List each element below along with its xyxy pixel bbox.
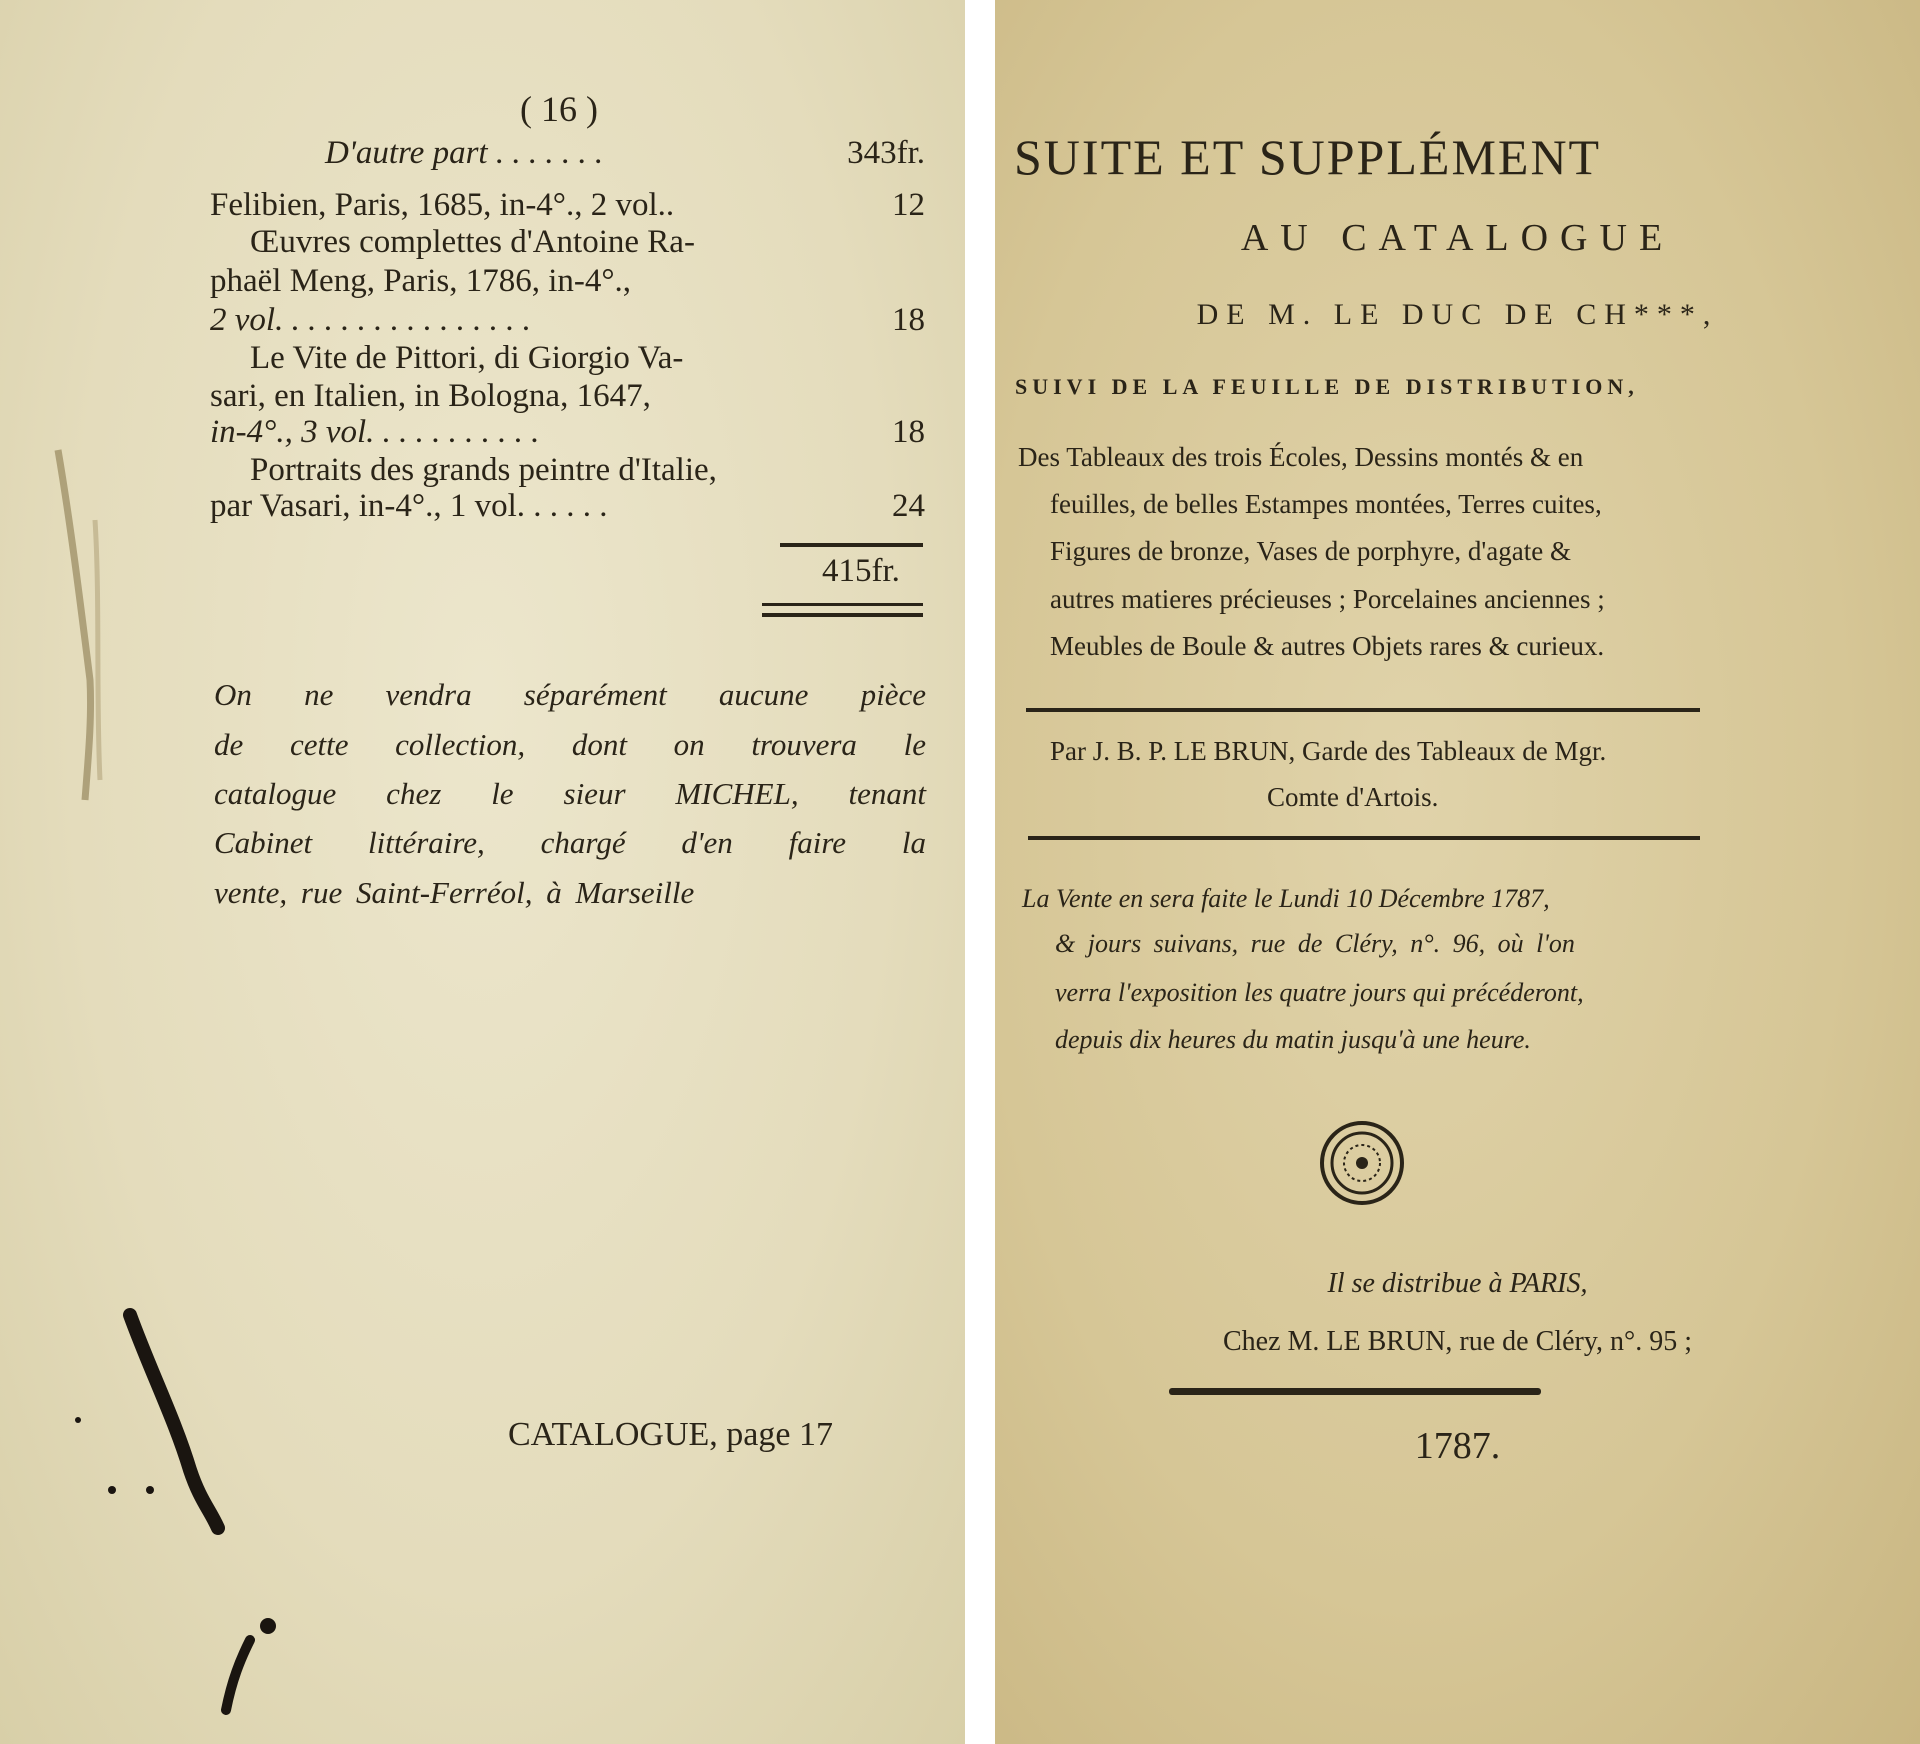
- distribution-line: Chez M. LE BRUN, rue de Cléry, n°. 95 ;: [1223, 1326, 1692, 1357]
- contents-line: Figures de bronze, Vases de porphyre, d'agate &: [1050, 536, 1571, 566]
- sale-line: verra l'exposition les quatre jours qui précéderont,: [1055, 978, 1584, 1007]
- entry-line: Œuvres complettes d'Antoine Ra-: [250, 224, 695, 260]
- carried-forward-amount: 343fr.: [847, 135, 925, 171]
- author-line: Comte d'Artois.: [1267, 782, 1439, 812]
- contents-line: Des Tableaux des trois Écoles, Dessins montés & en: [1018, 442, 1584, 472]
- contents-line: autres matieres précieuses ; Porcelaines anciennes ;: [1050, 584, 1605, 614]
- entry-amount: 18: [892, 414, 925, 450]
- carried-forward-label: D'autre part . . . . . . .: [325, 135, 604, 171]
- notice-line: vente, rue Saint-Ferréol, à Marseille: [214, 875, 695, 910]
- entry-amount: 18: [892, 302, 925, 338]
- sale-line: depuis dix heures du matin jusqu'à une heure.: [1055, 1025, 1531, 1054]
- entry-line: Felibien, Paris, 1685, in-4°., 2 vol..: [210, 187, 675, 223]
- subtitle: AU CATALOGUE: [1240, 217, 1675, 259]
- distribution-line: Il se distribue à PARIS,: [1327, 1268, 1588, 1299]
- author-line: Par J. B. P. LE BRUN, Garde des Tableaux de Mgr.: [1050, 736, 1607, 766]
- entry-line: sari, en Italien, in Bologna, 1647,: [210, 378, 651, 414]
- title: SUITE ET SUPPLÉMENT: [1014, 129, 1602, 185]
- total-amount: 415fr.: [822, 553, 900, 589]
- catchword: CATALOGUE, page 17: [508, 1416, 833, 1453]
- entry-amount: 12: [892, 187, 925, 223]
- notice-line: On ne vendra séparément aucune pièce: [214, 677, 926, 712]
- divider-rule: [1028, 836, 1700, 840]
- notice-line: Cabinet littéraire, chargé d'en faire la: [214, 825, 926, 860]
- entry-amount: 24: [892, 488, 925, 524]
- page-number: ( 16 ): [520, 89, 598, 129]
- followed-by-line: SUIVI DE LA FEUILLE DE DISTRIBUTION,: [1015, 374, 1639, 399]
- sale-line: La Vente en sera faite le Lundi 10 Décembre 1787,: [1022, 884, 1550, 913]
- notice-line: de cette collection, dont on trouvera le: [214, 727, 926, 762]
- entry-line: par Vasari, in-4°., 1 vol. . . . . .: [210, 488, 608, 524]
- imprint-year: 1787.: [1414, 1425, 1501, 1467]
- right-page: [995, 0, 1920, 1744]
- contents-line: feuilles, de belles Estampes montées, Terres cuites,: [1050, 489, 1602, 519]
- entry-line: Le Vite de Pittori, di Giorgio Va-: [250, 340, 684, 376]
- printer-ornament-icon: [1317, 1118, 1407, 1208]
- divider-rule: [1026, 708, 1700, 712]
- entry-line: Portraits des grands peintre d'Italie,: [250, 452, 717, 488]
- entry-line: 2 vol. . . . . . . . . . . . . . . .: [210, 302, 531, 338]
- bottom-rule: [1169, 1388, 1541, 1395]
- entry-line: phaël Meng, Paris, 1786, in-4°.,: [210, 263, 632, 299]
- contents-line: Meubles de Boule & autres Objets rares & curieux.: [1050, 631, 1605, 661]
- sale-line: & jours suivans, rue de Cléry, n°. 96, où l'on: [1055, 929, 1575, 958]
- notice-line: catalogue chez le sieur MICHEL, tenant: [214, 776, 926, 811]
- entry-line: in-4°., 3 vol. . . . . . . . . . .: [210, 414, 540, 450]
- owner-line: DE M. LE DUC DE CH***,: [1196, 298, 1719, 331]
